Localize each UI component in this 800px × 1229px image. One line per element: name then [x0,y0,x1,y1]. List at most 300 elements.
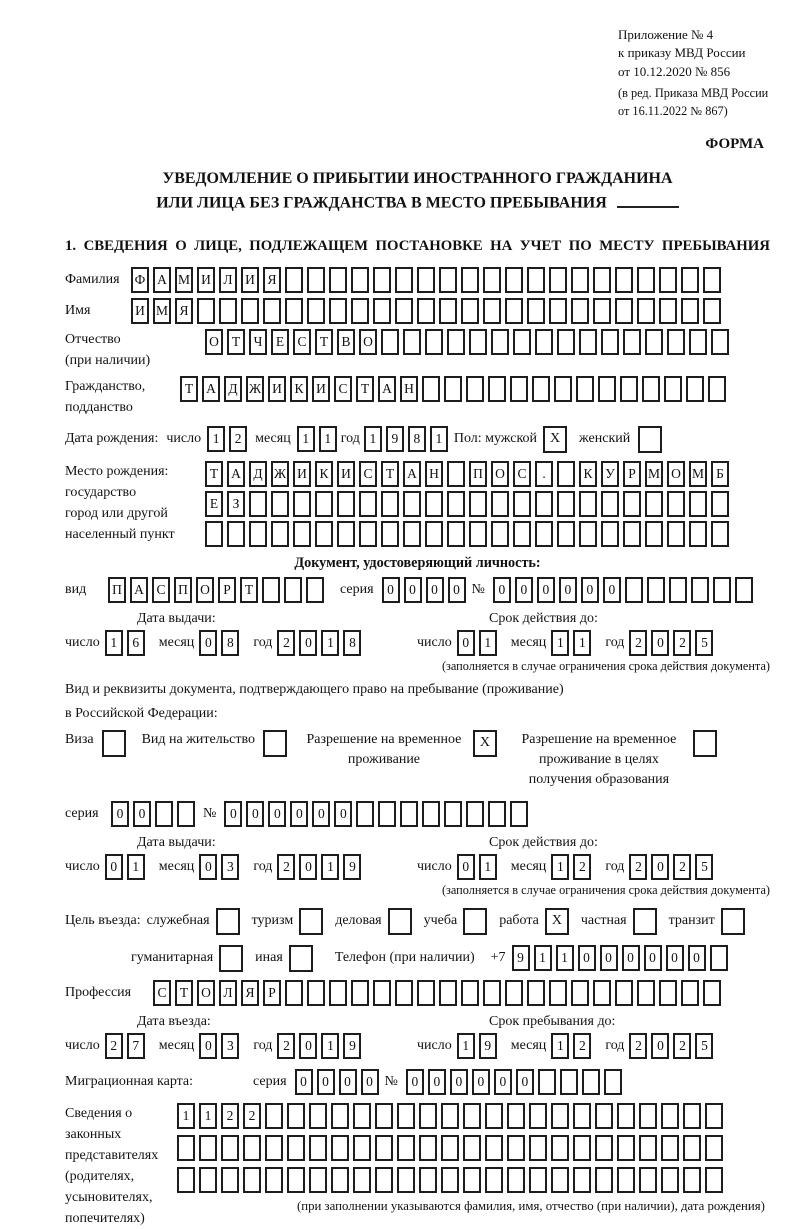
char-cell[interactable] [623,521,641,547]
char-cell[interactable]: М [689,461,707,487]
char-cell[interactable]: 0 [299,630,317,656]
char-cell[interactable] [439,267,457,293]
char-cell[interactable]: Р [218,577,236,603]
char-cell[interactable]: С [513,461,531,487]
char-cell[interactable]: 9 [512,945,530,971]
char-cell[interactable]: 8 [408,426,426,452]
char-cell[interactable] [337,491,355,517]
char-cell[interactable]: 2 [229,426,247,452]
char-cell[interactable] [659,980,677,1006]
char-cell[interactable]: Т [175,980,193,1006]
char-cell[interactable] [711,491,729,517]
char-cell[interactable] [403,329,421,355]
char-cell[interactable]: 0 [493,577,511,603]
char-cell[interactable]: К [315,461,333,487]
char-cell[interactable]: М [175,267,193,293]
char-cell[interactable] [639,1103,657,1129]
char-cell[interactable] [551,1135,569,1161]
char-cell[interactable] [309,1167,327,1193]
char-cell[interactable] [667,329,685,355]
char-cell[interactable] [287,1167,305,1193]
char-cell[interactable] [488,376,506,402]
char-cell[interactable] [417,980,435,1006]
char-cell[interactable] [623,491,641,517]
char-cell[interactable] [373,267,391,293]
char-cell[interactable] [221,1167,239,1193]
char-cell[interactable] [265,1135,283,1161]
purpose-official-checkbox[interactable] [216,908,240,935]
char-cell[interactable] [219,298,237,324]
male-checkbox[interactable]: X [543,426,567,453]
char-cell[interactable] [285,267,303,293]
purpose-tourism-checkbox[interactable] [299,908,323,935]
char-cell[interactable] [659,267,677,293]
char-cell[interactable] [625,577,643,603]
char-cell[interactable]: 0 [105,854,123,880]
char-cell[interactable]: С [293,329,311,355]
char-cell[interactable] [527,298,545,324]
char-cell[interactable] [469,491,487,517]
char-cell[interactable] [513,521,531,547]
char-cell[interactable] [705,1167,723,1193]
char-cell[interactable] [617,1167,635,1193]
char-cell[interactable] [667,521,685,547]
char-cell[interactable]: 0 [268,801,286,827]
char-cell[interactable] [637,298,655,324]
char-cell[interactable] [595,1167,613,1193]
char-cell[interactable] [491,329,509,355]
char-cell[interactable]: 0 [457,630,475,656]
char-cell[interactable] [284,577,302,603]
char-cell[interactable]: 1 [127,854,145,880]
char-cell[interactable] [529,1167,547,1193]
char-cell[interactable] [351,980,369,1006]
char-cell[interactable]: 1 [177,1103,195,1129]
char-cell[interactable]: 0 [404,577,422,603]
char-cell[interactable]: Б [711,461,729,487]
char-cell[interactable]: К [579,461,597,487]
purpose-work-checkbox[interactable]: X [545,908,569,935]
char-cell[interactable]: 0 [382,577,400,603]
char-cell[interactable] [419,1135,437,1161]
char-cell[interactable]: Д [249,461,267,487]
char-cell[interactable] [554,376,572,402]
char-cell[interactable]: 2 [673,854,691,880]
char-cell[interactable]: 2 [221,1103,239,1129]
char-cell[interactable]: 1 [556,945,574,971]
char-cell[interactable] [549,267,567,293]
char-cell[interactable] [243,1167,261,1193]
char-cell[interactable] [505,298,523,324]
char-cell[interactable] [155,801,173,827]
char-cell[interactable]: 0 [290,801,308,827]
char-cell[interactable] [593,267,611,293]
char-cell[interactable]: 1 [105,630,123,656]
char-cell[interactable]: Т [381,461,399,487]
char-cell[interactable]: О [359,329,377,355]
char-cell[interactable]: Т [315,329,333,355]
char-cell[interactable]: Н [400,376,418,402]
char-cell[interactable] [485,1167,503,1193]
char-cell[interactable]: 5 [695,1033,713,1059]
char-cell[interactable] [373,298,391,324]
char-cell[interactable] [461,267,479,293]
char-cell[interactable] [243,1135,261,1161]
char-cell[interactable]: Т [356,376,374,402]
char-cell[interactable] [417,298,435,324]
title-blank-line[interactable] [617,191,679,207]
char-cell[interactable] [689,491,707,517]
char-cell[interactable] [249,491,267,517]
char-cell[interactable]: 8 [343,630,361,656]
char-cell[interactable]: 0 [651,854,669,880]
char-cell[interactable]: . [535,461,553,487]
char-cell[interactable] [417,267,435,293]
char-cell[interactable] [703,980,721,1006]
char-cell[interactable]: 0 [472,1069,490,1095]
char-cell[interactable] [513,491,531,517]
char-cell[interactable] [271,491,289,517]
char-cell[interactable] [708,376,726,402]
char-cell[interactable] [447,329,465,355]
char-cell[interactable] [329,298,347,324]
visa-checkbox[interactable] [102,730,126,757]
char-cell[interactable] [579,491,597,517]
char-cell[interactable]: А [378,376,396,402]
char-cell[interactable] [466,801,484,827]
char-cell[interactable] [221,1135,239,1161]
char-cell[interactable] [557,521,575,547]
char-cell[interactable] [331,1135,349,1161]
char-cell[interactable] [507,1167,525,1193]
char-cell[interactable]: 0 [448,577,466,603]
char-cell[interactable] [205,521,223,547]
char-cell[interactable]: 0 [224,801,242,827]
char-cell[interactable] [381,491,399,517]
char-cell[interactable] [309,1135,327,1161]
char-cell[interactable]: Т [240,577,258,603]
char-cell[interactable]: 1 [430,426,448,452]
char-cell[interactable]: 0 [295,1069,313,1095]
char-cell[interactable] [461,298,479,324]
char-cell[interactable] [535,491,553,517]
char-cell[interactable] [689,329,707,355]
char-cell[interactable] [356,801,374,827]
char-cell[interactable]: 1 [207,426,225,452]
char-cell[interactable] [647,577,665,603]
purpose-transit-checkbox[interactable] [721,908,745,935]
char-cell[interactable] [681,298,699,324]
char-cell[interactable]: С [152,577,170,603]
char-cell[interactable] [637,980,655,1006]
char-cell[interactable] [227,521,245,547]
char-cell[interactable]: 0 [361,1069,379,1095]
char-cell[interactable]: С [153,980,171,1006]
char-cell[interactable] [615,267,633,293]
char-cell[interactable] [359,521,377,547]
char-cell[interactable] [351,267,369,293]
char-cell[interactable]: 2 [243,1103,261,1129]
char-cell[interactable] [463,1103,481,1129]
char-cell[interactable] [483,298,501,324]
char-cell[interactable] [535,329,553,355]
char-cell[interactable]: С [334,376,352,402]
char-cell[interactable] [375,1135,393,1161]
char-cell[interactable]: 0 [559,577,577,603]
char-cell[interactable]: И [197,267,215,293]
char-cell[interactable]: Н [425,461,443,487]
char-cell[interactable]: А [403,461,421,487]
char-cell[interactable] [287,1135,305,1161]
char-cell[interactable]: И [312,376,330,402]
char-cell[interactable] [645,491,663,517]
char-cell[interactable] [422,376,440,402]
char-cell[interactable] [287,1103,305,1129]
char-cell[interactable]: И [131,298,149,324]
char-cell[interactable] [683,1103,701,1129]
char-cell[interactable] [381,521,399,547]
char-cell[interactable]: 0 [581,577,599,603]
char-cell[interactable] [447,461,465,487]
char-cell[interactable]: З [227,491,245,517]
char-cell[interactable] [177,1167,195,1193]
char-cell[interactable] [397,1135,415,1161]
char-cell[interactable] [683,1167,701,1193]
char-cell[interactable]: Т [180,376,198,402]
char-cell[interactable]: 2 [629,1033,647,1059]
char-cell[interactable] [505,267,523,293]
char-cell[interactable] [571,298,589,324]
char-cell[interactable] [642,376,660,402]
char-cell[interactable] [403,491,421,517]
char-cell[interactable]: 1 [551,854,569,880]
char-cell[interactable]: 1 [297,426,315,452]
char-cell[interactable]: 2 [105,1033,123,1059]
char-cell[interactable]: 0 [133,801,151,827]
char-cell[interactable]: 9 [343,854,361,880]
char-cell[interactable] [681,980,699,1006]
char-cell[interactable] [664,376,682,402]
char-cell[interactable]: П [174,577,192,603]
char-cell[interactable] [703,298,721,324]
char-cell[interactable] [573,1167,591,1193]
char-cell[interactable] [485,1135,503,1161]
char-cell[interactable] [353,1103,371,1129]
char-cell[interactable] [579,521,597,547]
char-cell[interactable]: Р [623,461,641,487]
char-cell[interactable]: А [153,267,171,293]
char-cell[interactable]: 1 [479,630,497,656]
char-cell[interactable]: 0 [334,801,352,827]
char-cell[interactable] [551,1103,569,1129]
char-cell[interactable] [513,329,531,355]
char-cell[interactable] [466,376,484,402]
char-cell[interactable] [645,521,663,547]
char-cell[interactable] [711,521,729,547]
char-cell[interactable] [595,1103,613,1129]
char-cell[interactable] [419,1103,437,1129]
char-cell[interactable]: О [196,577,214,603]
char-cell[interactable] [615,298,633,324]
char-cell[interactable] [601,329,619,355]
char-cell[interactable] [617,1135,635,1161]
char-cell[interactable]: 8 [221,630,239,656]
char-cell[interactable] [177,801,195,827]
char-cell[interactable] [620,376,638,402]
char-cell[interactable] [463,1167,481,1193]
char-cell[interactable]: 1 [573,630,591,656]
purpose-study-checkbox[interactable] [463,908,487,935]
char-cell[interactable] [573,1103,591,1129]
char-cell[interactable] [557,461,575,487]
char-cell[interactable] [529,1103,547,1129]
char-cell[interactable]: 1 [479,854,497,880]
char-cell[interactable]: 0 [603,577,621,603]
char-cell[interactable]: Е [271,329,289,355]
char-cell[interactable] [447,521,465,547]
char-cell[interactable] [667,491,685,517]
char-cell[interactable] [669,577,687,603]
char-cell[interactable] [378,801,396,827]
char-cell[interactable] [444,801,462,827]
char-cell[interactable] [527,267,545,293]
char-cell[interactable] [505,980,523,1006]
char-cell[interactable]: Л [219,980,237,1006]
char-cell[interactable]: 0 [515,577,533,603]
char-cell[interactable] [469,521,487,547]
char-cell[interactable] [353,1135,371,1161]
char-cell[interactable]: 5 [695,630,713,656]
char-cell[interactable]: П [108,577,126,603]
char-cell[interactable] [265,1103,283,1129]
char-cell[interactable] [705,1103,723,1129]
char-cell[interactable]: 0 [406,1069,424,1095]
char-cell[interactable] [593,298,611,324]
char-cell[interactable]: 1 [551,1033,569,1059]
char-cell[interactable]: 9 [479,1033,497,1059]
char-cell[interactable]: 2 [629,630,647,656]
char-cell[interactable]: Т [205,461,223,487]
char-cell[interactable] [681,267,699,293]
char-cell[interactable]: 2 [673,630,691,656]
char-cell[interactable] [441,1135,459,1161]
purpose-private-checkbox[interactable] [633,908,657,935]
char-cell[interactable]: М [153,298,171,324]
char-cell[interactable]: Е [205,491,223,517]
char-cell[interactable] [263,298,281,324]
char-cell[interactable]: Я [241,980,259,1006]
char-cell[interactable] [395,980,413,1006]
char-cell[interactable]: 2 [629,854,647,880]
char-cell[interactable]: 1 [199,1103,217,1129]
char-cell[interactable] [595,1135,613,1161]
char-cell[interactable] [527,980,545,1006]
char-cell[interactable]: 2 [277,1033,295,1059]
char-cell[interactable] [538,1069,556,1095]
char-cell[interactable] [598,376,616,402]
char-cell[interactable]: 0 [494,1069,512,1095]
temp-residence-checkbox[interactable]: X [473,730,497,757]
residence-permit-checkbox[interactable] [263,730,287,757]
char-cell[interactable] [444,376,462,402]
char-cell[interactable]: 3 [221,1033,239,1059]
char-cell[interactable] [637,267,655,293]
char-cell[interactable] [197,298,215,324]
char-cell[interactable]: В [337,329,355,355]
char-cell[interactable] [271,521,289,547]
char-cell[interactable]: 1 [321,1033,339,1059]
char-cell[interactable] [549,980,567,1006]
char-cell[interactable]: 2 [673,1033,691,1059]
char-cell[interactable]: 0 [317,1069,335,1095]
char-cell[interactable]: 2 [573,1033,591,1059]
char-cell[interactable] [177,1135,195,1161]
char-cell[interactable]: Ф [131,267,149,293]
char-cell[interactable]: 0 [600,945,618,971]
char-cell[interactable]: О [491,461,509,487]
char-cell[interactable]: 1 [321,630,339,656]
char-cell[interactable]: 1 [457,1033,475,1059]
char-cell[interactable] [593,980,611,1006]
char-cell[interactable]: 2 [277,630,295,656]
char-cell[interactable]: 7 [127,1033,145,1059]
char-cell[interactable]: И [241,267,259,293]
char-cell[interactable] [373,980,391,1006]
purpose-business-checkbox[interactable] [388,908,412,935]
char-cell[interactable] [441,1167,459,1193]
char-cell[interactable] [661,1135,679,1161]
char-cell[interactable] [199,1135,217,1161]
char-cell[interactable]: 0 [111,801,129,827]
char-cell[interactable]: 0 [246,801,264,827]
char-cell[interactable] [571,267,589,293]
char-cell[interactable] [535,521,553,547]
char-cell[interactable] [262,577,280,603]
char-cell[interactable] [639,1167,657,1193]
char-cell[interactable] [199,1167,217,1193]
char-cell[interactable] [713,577,731,603]
char-cell[interactable] [397,1167,415,1193]
char-cell[interactable] [488,801,506,827]
char-cell[interactable]: 9 [343,1033,361,1059]
char-cell[interactable] [483,980,501,1006]
char-cell[interactable]: 0 [651,630,669,656]
char-cell[interactable]: О [205,329,223,355]
char-cell[interactable] [645,329,663,355]
char-cell[interactable] [529,1135,547,1161]
char-cell[interactable]: 0 [644,945,662,971]
char-cell[interactable]: 1 [534,945,552,971]
char-cell[interactable]: 5 [695,854,713,880]
char-cell[interactable]: Ж [246,376,264,402]
char-cell[interactable] [425,491,443,517]
char-cell[interactable] [551,1167,569,1193]
char-cell[interactable] [375,1167,393,1193]
char-cell[interactable] [461,980,479,1006]
char-cell[interactable] [711,329,729,355]
char-cell[interactable] [557,491,575,517]
char-cell[interactable]: С [359,461,377,487]
char-cell[interactable]: 0 [199,854,217,880]
char-cell[interactable]: 1 [321,854,339,880]
purpose-other-checkbox[interactable] [289,945,313,972]
char-cell[interactable]: 0 [578,945,596,971]
char-cell[interactable]: У [601,461,619,487]
char-cell[interactable] [573,1135,591,1161]
char-cell[interactable] [419,1167,437,1193]
char-cell[interactable] [601,521,619,547]
char-cell[interactable]: Я [263,267,281,293]
